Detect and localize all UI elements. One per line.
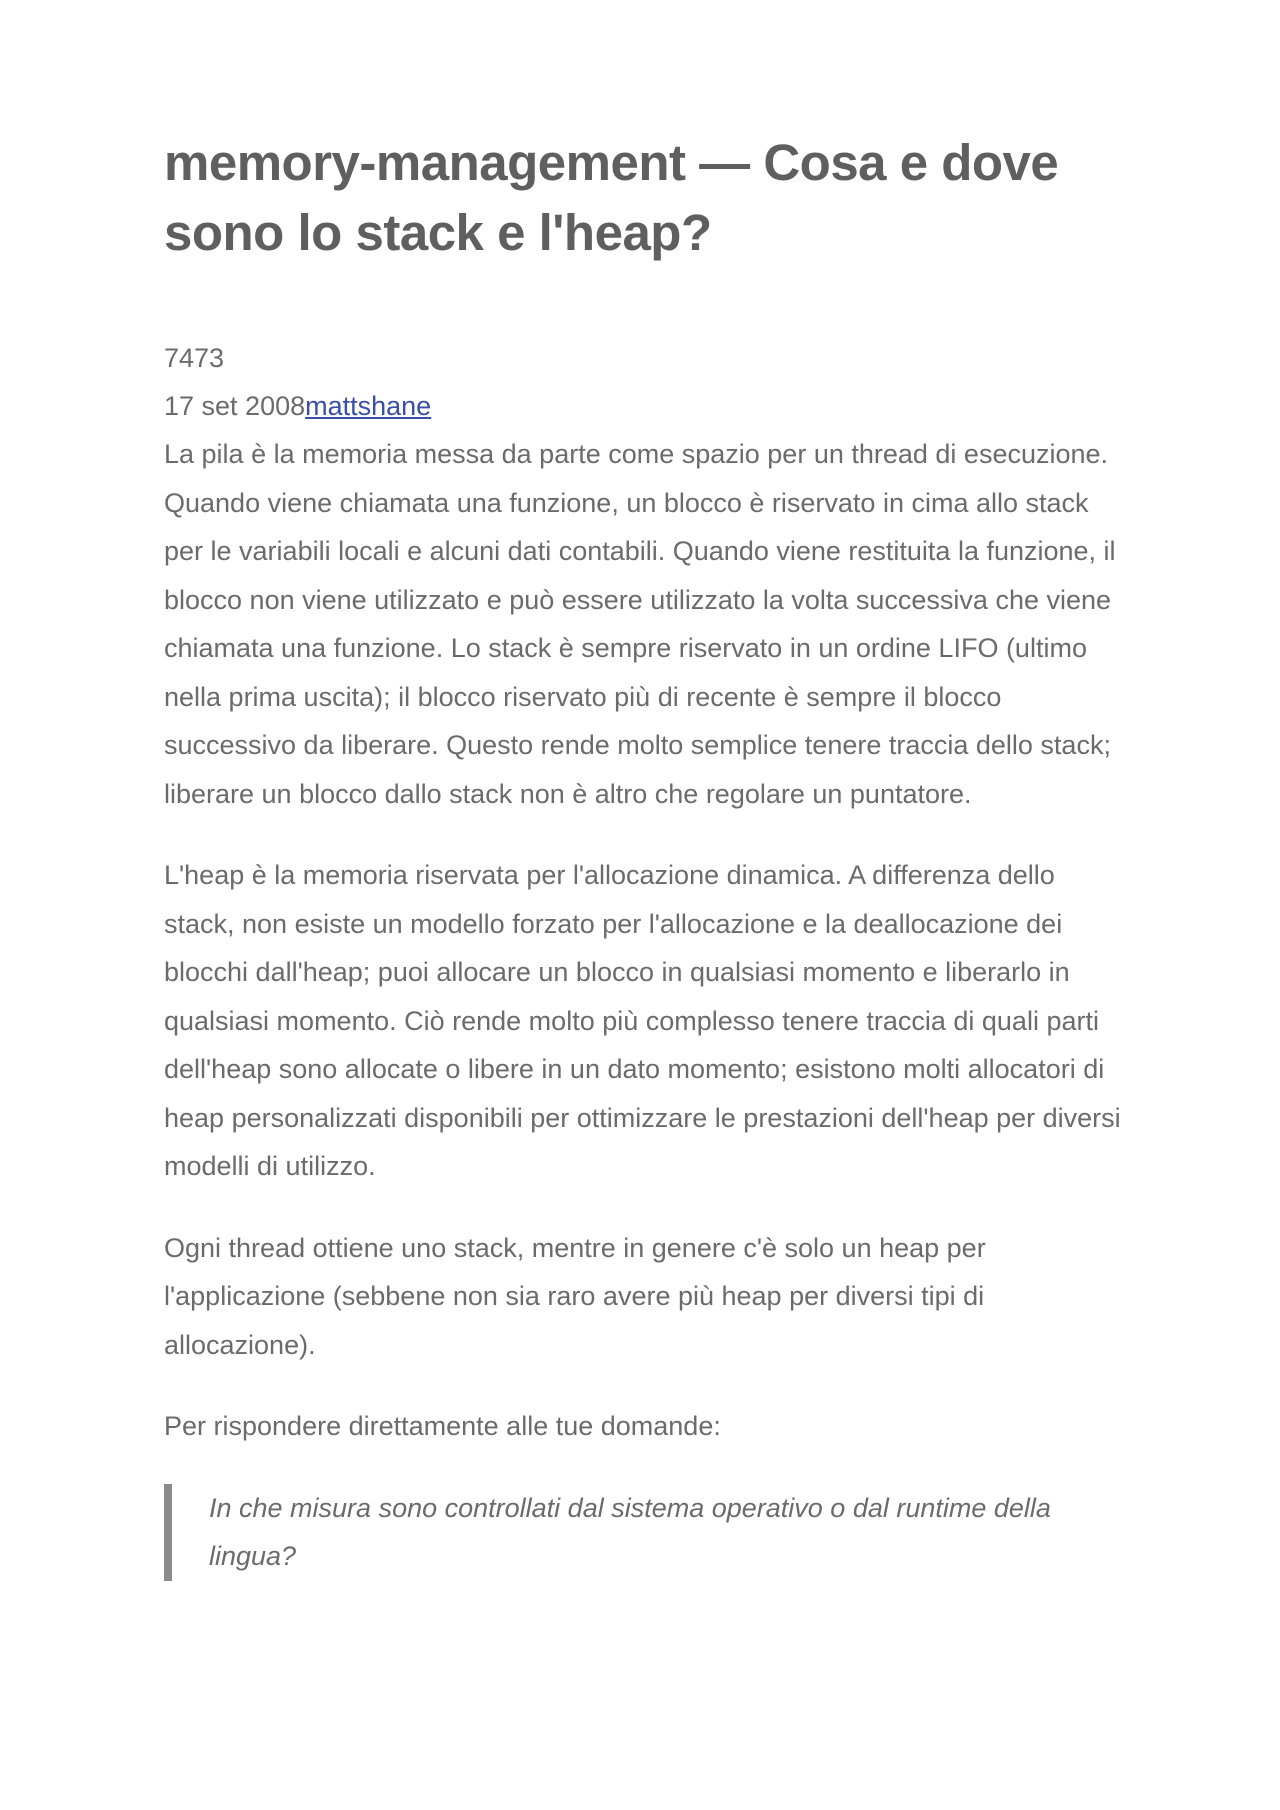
answer-body — [164, 430, 1124, 1451]
post-date: 17 set 2008 — [164, 391, 306, 421]
paragraph-threads: Ogni thread ottiene uno stack, mentre in genere c'è solo un heap per l'applicazione (sebbene non sia raro avere più heap per diversi tipi di allocazione). — [164, 1232, 986, 1360]
post-meta — [164, 382, 1124, 430]
paragraph-stack: La pila è la memoria messa da parte come spazio per un thread di esecuzione. Quando viene chiamata una funzione, un blocco è riservato in cima allo stack per le variabili locali e alcuni dati contabili. Quando viene restituita la funzione, il blocco non viene utilizzato e può essere utilizzato la volta successiva che viene chiamata una funzione. Lo stack è sempre riservato in un ordine LIFO (ultimo nella prima uscita); il blocco riservato più di recente è sempre il blocco successivo da liberare. Questo rende molto semplice tenere traccia dello stack; liberare un blocco dallo stack non è altro che regolare un puntatore. — [164, 439, 1116, 809]
vote-count: 7473 — [164, 343, 225, 373]
author-link[interactable]: mattshane — [305, 391, 432, 421]
question-quote: In che misura sono controllati dal sistema operativo o dal runtime della lingua? — [164, 1484, 1124, 1581]
page-title: memory-management — Cosa e dove sono lo stack e l'heap? — [164, 134, 1059, 261]
article — [164, 0, 1124, 1581]
paragraph-heap: L'heap è la memoria riservata per l'allocazione dinamica. A differenza dello stack, non esiste un modello forzato per l'allocazione e la deallocazione dei blocchi dall'heap; puoi allocare un blocco in qualsiasi momento e liberarlo in qualsiasi momento. Ciò rende molto più complesso tenere traccia di quali parti dell'heap sono allocate o libere in un dato momento; esistono molti allocatori di heap personalizzati disponibili per ottimizzare le prestazioni dell'heap per diversi modelli di utilizzo. — [164, 860, 1121, 1181]
paragraph-intro-answers: Per rispondere direttamente alle tue domande: — [164, 1411, 721, 1441]
